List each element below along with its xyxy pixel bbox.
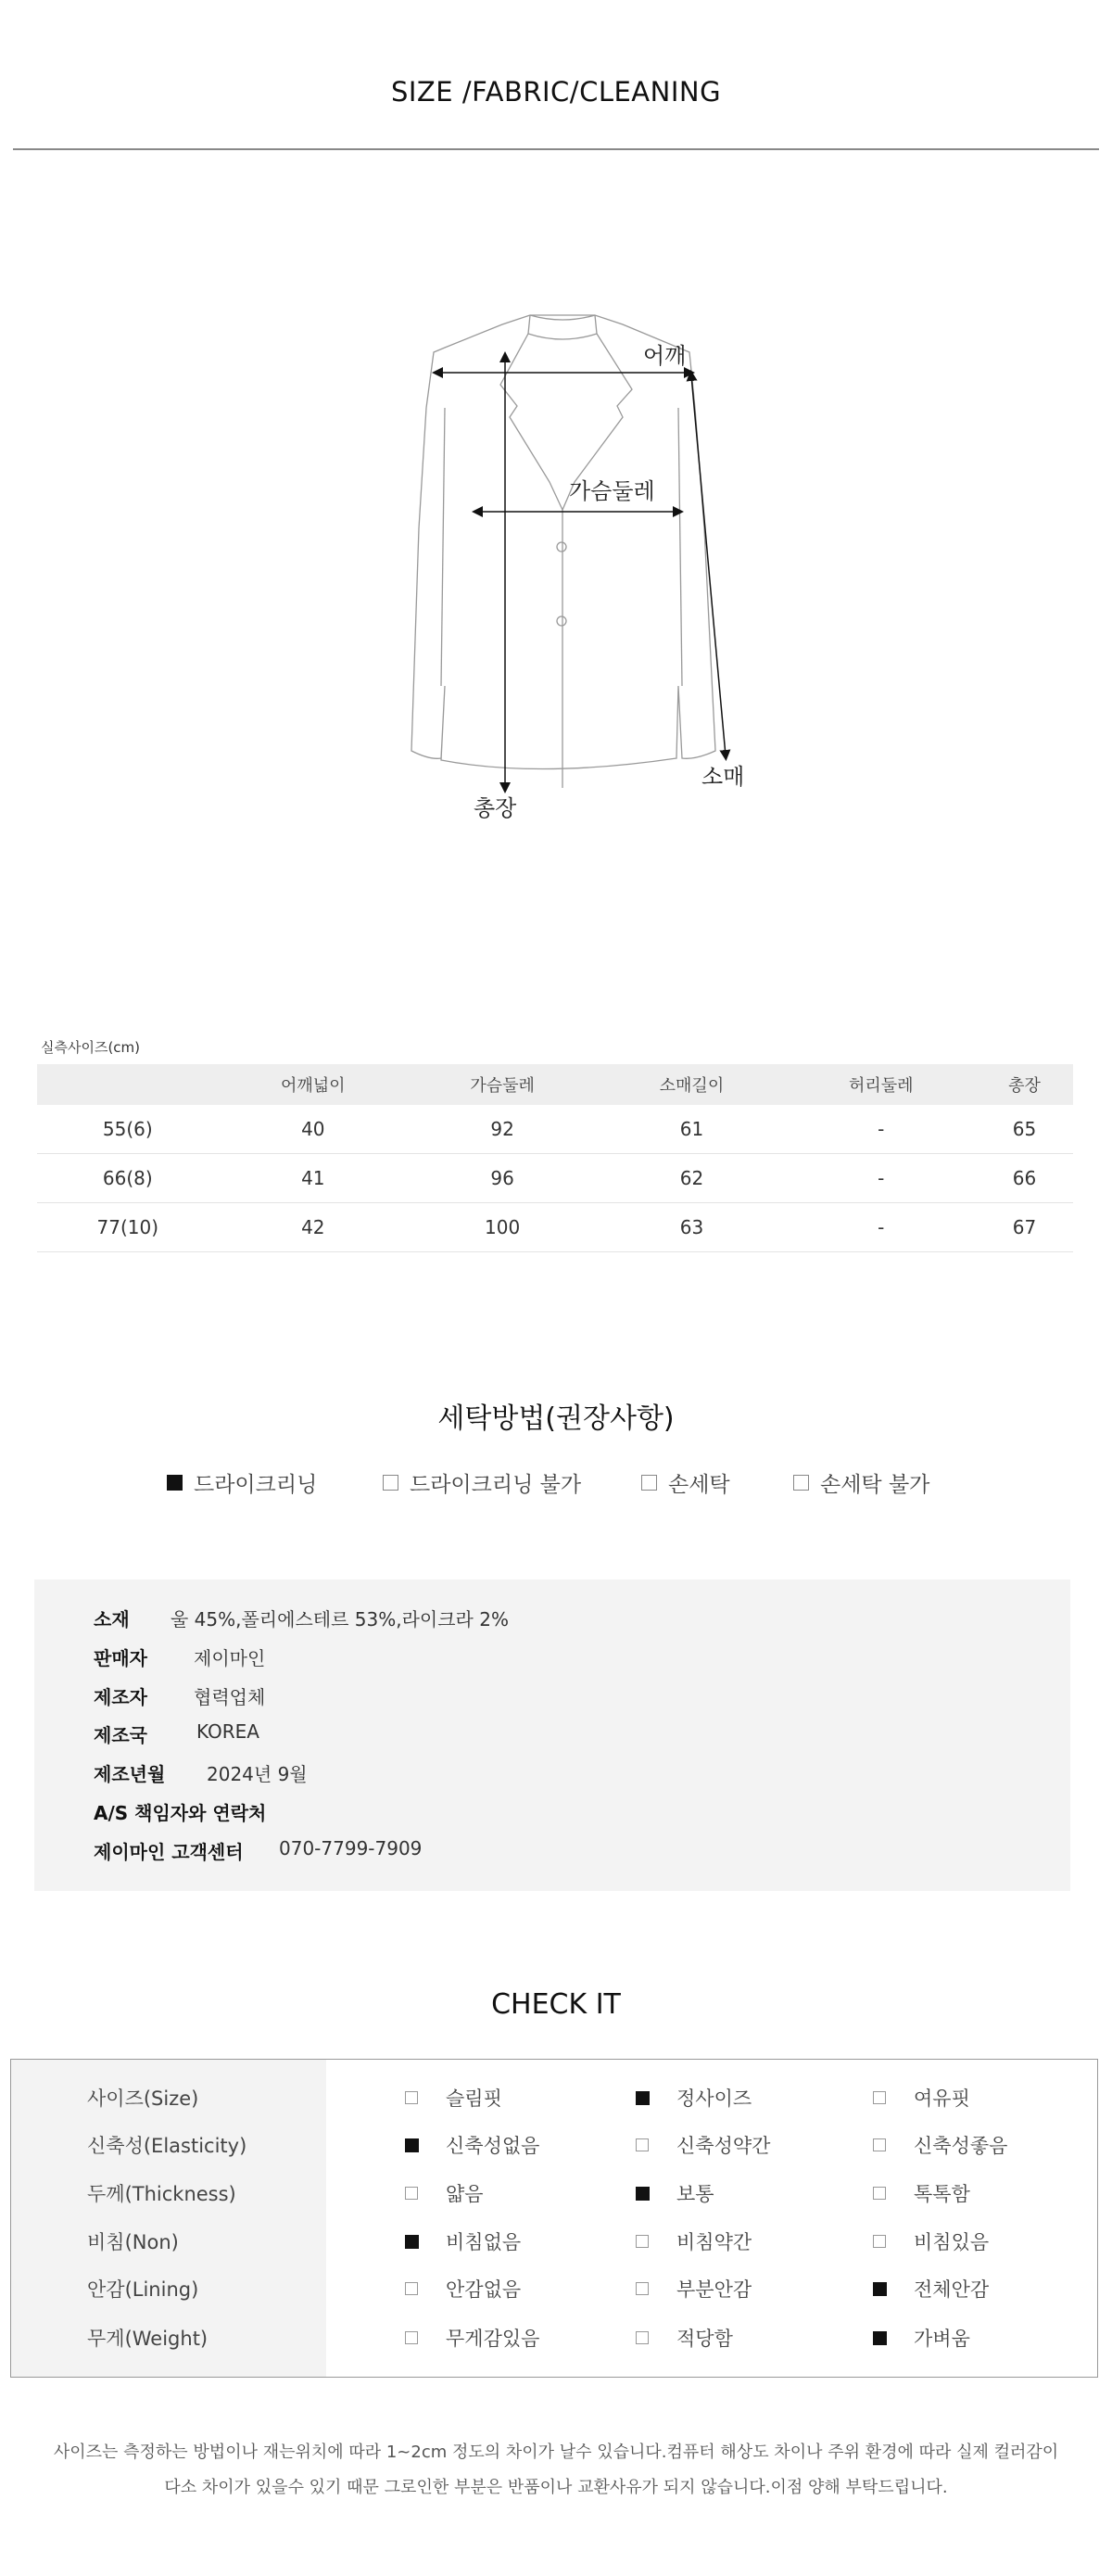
chest-label: 가슴둘레 (569, 478, 655, 504)
unchecked-box-icon (873, 2187, 886, 2200)
size-table-header-row (37, 1064, 1073, 1105)
shoulder-label: 어깨 (643, 343, 687, 369)
product-info-panel (34, 1580, 1070, 1891)
check-it-option-label: 무게감있음 (446, 2328, 540, 2350)
column-header: 소매길이 (597, 1064, 786, 1105)
size-table-caption: 실측사이즈(cm) (41, 1039, 141, 1056)
table-cell: 61 (597, 1105, 786, 1154)
unchecked-box-icon (793, 1475, 809, 1491)
check-it-option (636, 2179, 714, 2207)
check-it-option (405, 2084, 502, 2112)
washing-option-hand-wash (641, 1467, 730, 1498)
check-it-option-label: 안감없음 (446, 2278, 522, 2301)
check-it-option-label: 신축성좋음 (914, 2135, 1008, 2157)
washing-option-dry-clean (167, 1467, 317, 1498)
table-cell: 67 (976, 1203, 1073, 1252)
washing-option-label: 드라이크리닝 불가 (410, 1473, 582, 1497)
check-it-option (873, 2084, 970, 2112)
table-cell: - (787, 1105, 976, 1154)
info-value: KOREA (196, 1720, 259, 1743)
table-row (37, 1203, 1073, 1252)
info-key: A/S 책임자와 연락처 (94, 1802, 267, 1824)
checked-box-icon (167, 1475, 183, 1491)
info-value: 협력업체 (194, 1686, 266, 1708)
unchecked-box-icon (636, 2282, 649, 2295)
table-cell: 41 (219, 1154, 408, 1203)
checked-box-icon (405, 2235, 419, 2249)
washing-option-label: 손세탁 불가 (820, 1473, 930, 1497)
size-table (37, 1064, 1073, 1252)
check-it-option-label: 부분안감 (676, 2278, 752, 2301)
length-label: 총장 (474, 795, 517, 821)
check-it-row-label: 두께(Thickness) (87, 2183, 236, 2205)
checked-box-icon (636, 2091, 650, 2105)
checked-box-icon (873, 2282, 887, 2296)
size-cell: 66(8) (37, 1154, 219, 1203)
unchecked-box-icon (405, 2331, 418, 2344)
info-value: 070-7799-7909 (279, 1837, 423, 1859)
title-divider (13, 148, 1099, 150)
checked-box-icon (405, 2138, 419, 2152)
check-it-option (636, 2084, 752, 2112)
info-row-as-contact (94, 1798, 266, 1825)
size-cell: 77(10) (37, 1203, 219, 1252)
washing-option-no-dry-clean (383, 1467, 581, 1498)
table-row (37, 1105, 1073, 1154)
check-it-option (636, 2275, 752, 2303)
check-it-row-label: 신축성(Elasticity) (87, 2135, 247, 2157)
check-it-option-label: 신축성약간 (676, 2135, 771, 2157)
check-it-option-label: 여유핏 (914, 2087, 970, 2110)
check-it-option-label: 비침없음 (446, 2231, 522, 2253)
table-cell: 66 (976, 1154, 1073, 1203)
column-header: 어깨넓이 (219, 1064, 408, 1105)
table-cell: 92 (408, 1105, 597, 1154)
check-it-row-label: 무게(Weight) (87, 2328, 208, 2350)
table-cell: - (787, 1203, 976, 1252)
info-row-country (94, 1720, 259, 1747)
check-it-option-label: 적당함 (676, 2328, 733, 2350)
info-row-customer-center (94, 1837, 422, 1864)
check-it-option (873, 2131, 1007, 2159)
check-it-option (873, 2179, 970, 2207)
checked-box-icon (873, 2331, 887, 2345)
info-value: 제이마인 (194, 1647, 266, 1669)
table-cell: 65 (976, 1105, 1073, 1154)
info-key: 제조자 (94, 1686, 147, 1708)
check-it-option (405, 2227, 521, 2255)
check-it-title: CHECK IT (491, 1988, 621, 2021)
unchecked-box-icon (873, 2235, 886, 2248)
info-key: 소재 (94, 1608, 130, 1631)
unchecked-box-icon (873, 2091, 886, 2104)
check-it-option (873, 2227, 989, 2255)
info-key: 판매자 (94, 1647, 147, 1669)
unchecked-box-icon (405, 2282, 418, 2295)
washing-title: 세탁방법(권장사항) (437, 1402, 675, 1435)
info-key: 제조국 (94, 1724, 147, 1746)
check-it-option (636, 2227, 752, 2255)
info-key: 제조년월 (94, 1763, 166, 1785)
notice-line-1: 사이즈는 측정하는 방법이나 재는위치에 따라 1~2cm 정도의 차이가 날수 있습니다.컴퓨터 해상도 차이나 주위 환경에 따라 실제 컬러감이 (53, 2443, 1059, 2462)
jacket-measurement-diagram (352, 297, 760, 834)
table-cell: 62 (597, 1154, 786, 1203)
check-it-option-label: 가벼움 (914, 2328, 970, 2350)
check-it-option-label: 슬림핏 (446, 2087, 502, 2110)
washing-option-no-hand-wash (793, 1467, 929, 1498)
unchecked-box-icon (405, 2187, 418, 2200)
check-it-option-label: 비침있음 (914, 2231, 990, 2253)
check-it-option-label: 얇음 (446, 2183, 484, 2205)
check-it-option-label: 톡톡함 (914, 2183, 970, 2205)
column-header: 총장 (976, 1064, 1073, 1105)
jacket-illustration (352, 297, 760, 834)
table-row (37, 1154, 1073, 1203)
checked-box-icon (636, 2187, 650, 2201)
check-it-panel (10, 2059, 1098, 2378)
table-cell: 63 (597, 1203, 786, 1252)
check-it-row-label: 비침(Non) (87, 2231, 179, 2253)
info-row-seller (94, 1643, 265, 1670)
washing-option-label: 드라이크리닝 (194, 1473, 318, 1497)
page-title: SIZE /FABRIC/CLEANING (390, 76, 722, 108)
info-key: 제이마인 고객센터 (94, 1841, 244, 1863)
sleeve-label: 소매 (701, 764, 745, 790)
check-it-option (636, 2131, 770, 2159)
check-it-option (405, 2179, 484, 2207)
table-cell: 42 (219, 1203, 408, 1252)
check-it-option (873, 2275, 989, 2303)
size-cell: 55(6) (37, 1105, 219, 1154)
column-header: 가슴둘레 (408, 1064, 597, 1105)
check-it-option-label: 보통 (676, 2183, 714, 2205)
info-row-material (94, 1605, 509, 1631)
info-row-manufacturer (94, 1682, 265, 1709)
table-cell: - (787, 1154, 976, 1203)
table-cell: 96 (408, 1154, 597, 1203)
table-cell: 40 (219, 1105, 408, 1154)
unchecked-box-icon (383, 1475, 398, 1491)
check-it-row-label: 사이즈(Size) (87, 2087, 199, 2110)
notice-line-2: 다소 차이가 있을수 있기 때문 그로인한 부분은 반품이나 교환사유가 되지 않습니다.이점 양해 부탁드립니다. (164, 2478, 948, 2497)
unchecked-box-icon (641, 1475, 657, 1491)
washing-option-label: 손세탁 (668, 1473, 730, 1497)
check-it-option (636, 2324, 733, 2352)
check-it-row-label: 안감(Lining) (87, 2278, 199, 2301)
check-it-option (405, 2275, 521, 2303)
check-it-option (405, 2131, 539, 2159)
check-it-option-label: 정사이즈 (676, 2087, 752, 2110)
check-it-option-label: 비침약간 (676, 2231, 752, 2253)
table-cell: 100 (408, 1203, 597, 1252)
check-it-option-label: 신축성없음 (446, 2135, 540, 2157)
unchecked-box-icon (873, 2138, 886, 2151)
unchecked-box-icon (636, 2235, 649, 2248)
unchecked-box-icon (405, 2091, 418, 2104)
info-row-manufacture-date (94, 1759, 308, 1786)
column-header (37, 1064, 219, 1105)
unchecked-box-icon (636, 2138, 649, 2151)
column-header: 허리둘레 (787, 1064, 976, 1105)
check-it-option (405, 2324, 539, 2352)
unchecked-box-icon (636, 2331, 649, 2344)
check-it-option (873, 2324, 970, 2352)
check-it-option-label: 전체안감 (914, 2278, 990, 2301)
info-value: 울 45%,폴리에스테르 53%,라이크라 2% (171, 1608, 509, 1631)
info-value: 2024년 9월 (207, 1763, 308, 1785)
